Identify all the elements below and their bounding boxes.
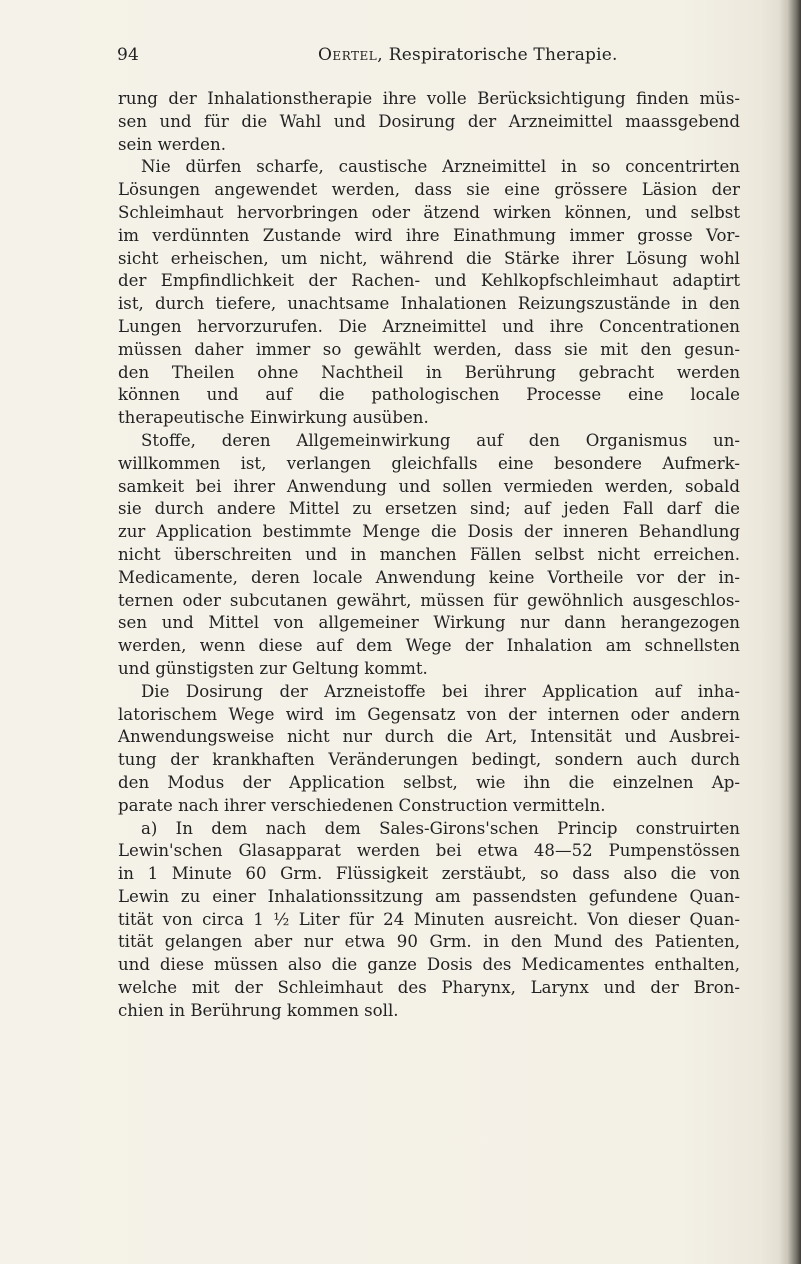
text-line: und günstigsten zur Geltung kommt.: [118, 658, 428, 678]
page-number: 94: [117, 45, 140, 65]
text-line: sen und Mittel von allgemeiner Wirkung nur dann herangezogen: [118, 613, 740, 633]
author-name: Oertel,: [318, 45, 384, 65]
text-line: rung der Inhalationstherapie ihre volle Berücksichtigung finden müs-: [118, 89, 740, 108]
text-line: Lewin zu einer Inhalationssitzung am passendsten gefundene Quan-: [118, 886, 740, 906]
text-line: werden, wenn diese auf dem Wege der Inhalation am schnellsten: [118, 636, 740, 656]
running-header: [117, 45, 737, 71]
text-line: tität gelangen aber nur etwa 90 Grm. in den Mund des Patienten,: [118, 932, 740, 952]
text-line: therapeutische Einwirkung ausüben.: [118, 408, 429, 428]
text-line: sie durch andere Mittel zu ersetzen sind; auf jeden Fall darf die: [118, 499, 740, 519]
text-line: welche mit der Schleimhaut des Pharynx, Larynx und der Bron-: [118, 978, 740, 998]
text-line: Anwendungsweise nicht nur durch die Art, Intensität und Ausbrei-: [118, 727, 740, 747]
text-line: der Empfindlichkeit der Rachen- und Kehlkopfschleimhaut adaptirt: [118, 271, 740, 291]
text-line: tung der krankhaften Veränderungen bedingt, sondern auch durch: [118, 750, 740, 770]
text-line: ist, durch tiefere, unachtsame Inhalationen Reizungszustände in den: [118, 294, 740, 314]
running-title: [318, 45, 618, 65]
text-line: sicht erheischen, um nicht, während die Stärke ihrer Lösung wohl: [118, 248, 740, 268]
text-line: ternen oder subcutanen gewährt, müssen für gewöhnlich ausgeschlos-: [118, 590, 740, 610]
text-line: Medicamente, deren locale Anwendung keine Vortheile vor der in-: [118, 567, 740, 587]
text-line: parate nach ihrer verschiedenen Construction vermitteln.: [118, 795, 606, 815]
chapter-title: Respiratorische Therapie.: [388, 45, 618, 65]
text-line: Schleimhaut hervorbringen oder ätzend wirken können, und selbst: [118, 202, 740, 222]
text-line: zur Application bestimmte Menge die Dosis der inneren Behandlung: [118, 522, 740, 542]
text-line: und diese müssen also die ganze Dosis des Medicamentes enthalten,: [118, 955, 740, 975]
text-line: samkeit bei ihrer Anwendung und sollen vermieden werden, sobald: [118, 476, 740, 496]
text-line: chien in Berührung kommen soll.: [118, 1000, 399, 1020]
text-line: den Modus der Application selbst, wie ihn die einzelnen Ap-: [118, 772, 740, 792]
text-line: Lösungen angewendet werden, dass sie eine grössere Läsion der: [118, 180, 740, 200]
text-line: latorischem Wege wird im Gegensatz von der internen oder andern: [118, 704, 740, 724]
text-line: a) In dem nach dem Sales-Girons'schen Princip construirten: [141, 818, 740, 838]
text-line: den Theilen ohne Nachtheil in Berührung gebracht werden: [118, 362, 740, 382]
text-line: müssen daher immer so gewählt werden, dass sie mit den gesun-: [118, 339, 740, 359]
text-line: tität von circa 1 ½ Liter für 24 Minuten ausreicht. Von dieser Quan-: [118, 909, 740, 929]
text-line: sein werden.: [118, 134, 226, 154]
text-line: Stoffe, deren Allgemeinwirkung auf den Organismus un-: [141, 430, 740, 450]
text-line: in 1 Minute 60 Grm. Flüssigkeit zerstäubt, so dass also die von: [118, 864, 740, 884]
text-line: Nie dürfen scharfe, caustische Arzneimittel in so concentrirten: [141, 157, 740, 177]
text-line: Die Dosirung der Arzneistoffe bei ihrer Application auf inha-: [141, 681, 740, 701]
text-line: willkommen ist, verlangen gleichfalls eine besondere Aufmerk-: [118, 453, 740, 473]
text-line: sen und für die Wahl und Dosirung der Arzneimittel maassgebend: [118, 111, 740, 131]
text-line: im verdünnten Zustande wird ihre Einathmung immer grosse Vor-: [118, 225, 740, 245]
page-edge-shadow: [779, 0, 801, 1264]
text-line: Lewin'schen Glasapparat werden bei etwa 48—52 Pumpenstössen: [118, 841, 740, 861]
text-line: Lungen hervorzurufen. Die Arzneimittel und ihre Concentrationen: [118, 316, 740, 336]
text-line: können und auf die pathologischen Processe eine locale: [118, 385, 740, 405]
text-line: nicht überschreiten und in manchen Fällen selbst nicht erreichen.: [118, 544, 740, 564]
body-text: [118, 88, 740, 1023]
